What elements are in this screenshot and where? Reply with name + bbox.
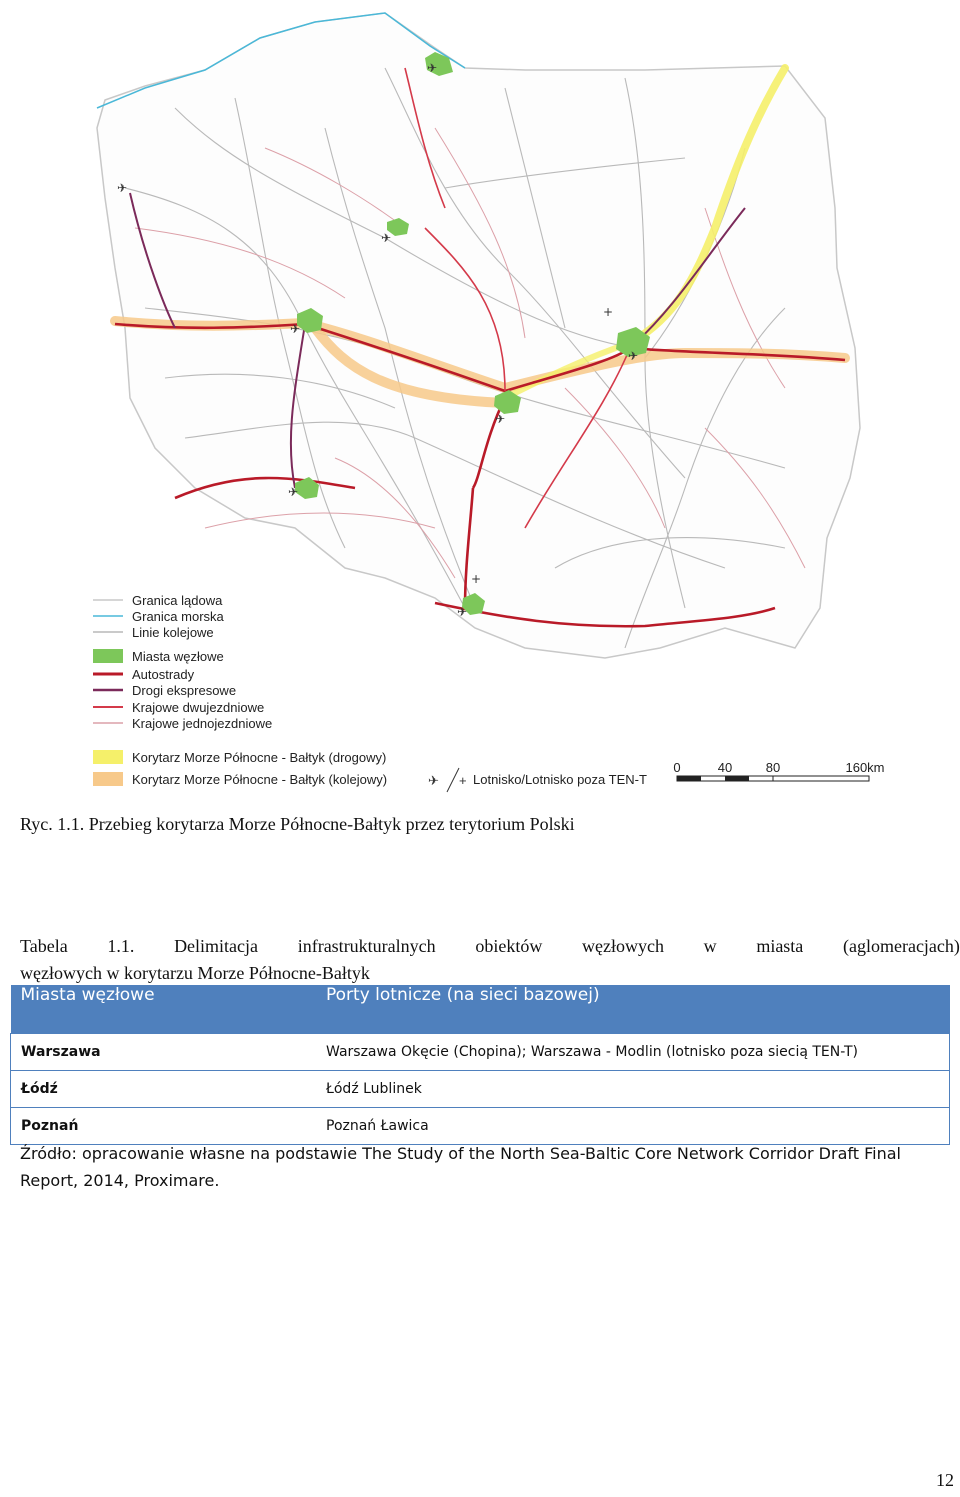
legend-miasta-wezlowe: Miasta węzłowe (132, 649, 224, 664)
legend-linie-kolejowe: Linie kolejowe (132, 625, 214, 640)
svg-text:+: + (603, 305, 614, 319)
title-word: (aglomeracjach) (842, 936, 960, 956)
table-title-line1 (20, 933, 960, 960)
page-number: 12 (936, 1470, 954, 1490)
legend-granica-morska: Granica morska (132, 609, 224, 624)
cell-airport: Łódź Lublinek (316, 1071, 950, 1108)
svg-text:✈: ✈ (290, 322, 301, 336)
svg-text:✈: ✈ (495, 412, 506, 426)
header-miasta: Miasta węzłowe (11, 985, 317, 1034)
legend-drogi-ekspresowe: Drogi ekspresowe (132, 683, 237, 698)
figure-caption: Ryc. 1.1. Przebieg korytarza Morze Północne-Bałtyk przez terytorium Polski (20, 814, 575, 834)
svg-text:✈: ✈ (117, 181, 128, 195)
land-border (97, 13, 860, 658)
cell-airport: Poznań Ławica (316, 1108, 950, 1145)
legend-korytarz-drogowy: Korytarz Morze Północne - Bałtyk (drogowy) (132, 750, 387, 765)
corridor-map (85, 8, 895, 800)
table-header-row (11, 985, 950, 1034)
header-porty: Porty lotnicze (na sieci bazowej) (316, 985, 950, 1034)
svg-text:✈: ✈ (628, 349, 639, 363)
legend-krajowe-jednojezdniowe: Krajowe jednojezdniowe (132, 716, 273, 731)
legend-autostrady: Autostrady (132, 667, 195, 682)
title-word: obiektów (475, 936, 543, 956)
table-title (20, 933, 960, 987)
scale-label-0: 0 (673, 760, 681, 775)
scale-label-160: 160km (845, 760, 885, 775)
airport-legend-icon: ✈ (428, 773, 439, 788)
legend-korytarz-kolejowy: Korytarz Morze Północne - Bałtyk (kolejowy) (132, 772, 388, 787)
title-word: węzłowych (582, 936, 664, 956)
node-cities-table (10, 985, 950, 1145)
cell-city: Poznań (11, 1108, 317, 1145)
svg-text:✈: ✈ (457, 605, 468, 619)
legend-krajowe-dwujezdniowe: Krajowe dwujezdniowe (132, 700, 265, 715)
svg-text:+: + (471, 572, 482, 586)
title-word: infrastrukturalnych (297, 936, 436, 956)
svg-text:✈: ✈ (427, 61, 438, 75)
title-word: miasta (756, 936, 804, 956)
svg-text:✈: ✈ (381, 231, 392, 245)
legend-granica-ladowa: Granica lądowa (132, 593, 223, 608)
cell-airport: Warszawa Okęcie (Chopina); Warszawa - Modlin (lotnisko poza siecią TEN-T) (316, 1034, 950, 1071)
title-word: Tabela (20, 936, 68, 956)
table-row (11, 1108, 950, 1145)
scale-label-80: 80 (765, 760, 781, 775)
cell-city: Warszawa (11, 1034, 317, 1071)
svg-text:+: + (459, 773, 467, 788)
title-word: Delimitacja (174, 936, 259, 956)
cell-city: Łódź (11, 1071, 317, 1108)
table-title-line2: węzłowych w korytarzu Morze Północne-Bałtyk (20, 963, 370, 983)
table-row (11, 1071, 950, 1108)
title-word: 1.1. (107, 936, 135, 956)
svg-text:✈: ✈ (288, 485, 299, 499)
scale-bar (673, 760, 884, 781)
scale-label-40: 40 (717, 760, 733, 775)
table-row (11, 1034, 950, 1071)
title-word: w (703, 936, 717, 956)
legend-lotnisko: Lotnisko/Lotnisko poza TEN-T (473, 772, 647, 787)
source-note: Źródło: opracowanie własne na podstawie The Study of the North Sea-Baltic Core Network Corridor Draft Final Report, 2014, Proximare. (20, 1144, 901, 1190)
